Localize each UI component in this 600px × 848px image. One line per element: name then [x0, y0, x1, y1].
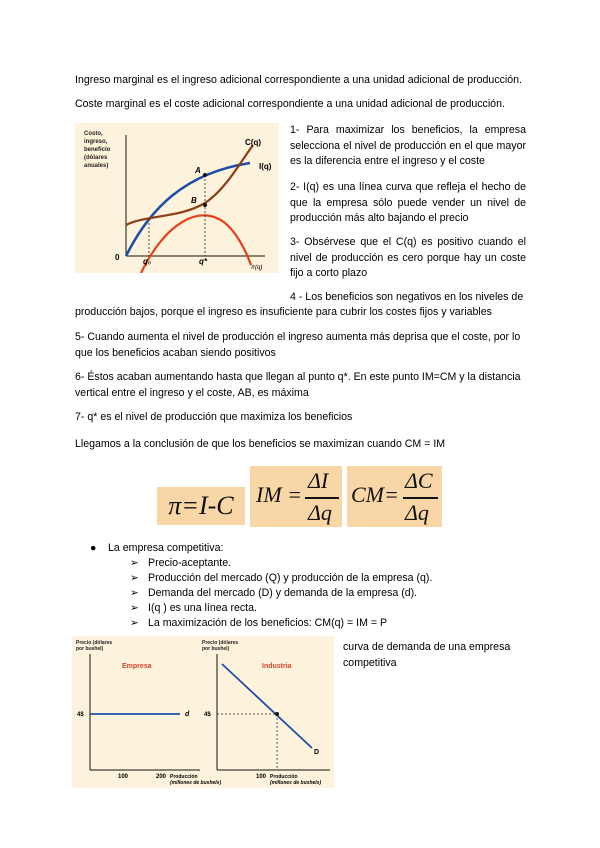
right-y-label-line: por bushel)	[202, 646, 230, 652]
firm-demand-label: d	[185, 711, 190, 718]
paragraph-marginal-cost: Coste marginal es el coste adicional correspondiente a una unidad adicional de producción.	[75, 98, 505, 110]
profit-curve	[141, 215, 251, 273]
right-y-label-line: Precio (dólares	[202, 640, 239, 646]
point-6-text: 6- Éstos acaban aumentando hasta que llegan al punto q*. En este punto IM=CM y la distancia vertical entre el ingreso y el coste, AB, es máxima	[75, 371, 521, 399]
y-label-line: anuales)	[84, 163, 109, 169]
right-tick-100: 100	[256, 774, 267, 780]
left-y-label-line: por bushel)	[76, 646, 104, 652]
list-item-text: Precio-aceptante.	[148, 557, 232, 569]
arrow-icon: ➢	[130, 587, 139, 599]
point-4-text-start: 4 - Los beneficios son negativos en los niveles de	[290, 291, 524, 303]
left-tick-100: 100	[118, 774, 129, 780]
profit-maximization-figure	[75, 123, 279, 273]
fraction-bar	[305, 497, 339, 499]
list-item-text: La maximización de los beneficios: CM(q) = IM = P	[148, 617, 388, 629]
left-panel-title: Empresa	[122, 663, 152, 670]
point-a-label: A	[195, 166, 201, 175]
list-item	[130, 571, 432, 586]
point-a-marker	[203, 173, 207, 177]
point-b-marker	[203, 203, 207, 207]
arrow-icon: ➢	[130, 557, 139, 569]
bullet-competitive-firm	[90, 541, 223, 556]
y-label-line: (dólares	[84, 155, 108, 161]
delta-q-denominator: Δq	[405, 500, 429, 525]
profit-formula	[157, 487, 245, 525]
bullet-dot: ●	[90, 542, 97, 554]
point-5-text: 5- Cuando aumenta el nivel de producción el ingreso aumenta más deprisa que el coste, por lo que los beneficios acaban siendo positivos	[75, 331, 521, 359]
y-label-line: Costo,	[84, 131, 103, 137]
list-item-text: Producción del mercado (Q) y producción de la empresa (q).	[148, 572, 433, 584]
point-3-text: 3- Obsérvese que el C(q) es positivo cuando el nivel de producción es cero porque hay un coste fijo a corto plazo	[290, 236, 526, 279]
y-label-line: ingreso,	[84, 139, 108, 145]
paragraph-marginal-revenue: Ingreso marginal es el ingreso adicional correspondiente a una unidad adicional de producción.	[75, 74, 522, 86]
right-price-label: 4$	[204, 712, 211, 718]
delta-i-numerator: ΔI	[308, 468, 329, 493]
conclusion-text: Llegamos a la conclusión de que los beneficios se maximizan cuando CM = IM	[75, 438, 446, 450]
cm-label: CM=	[351, 482, 399, 507]
list-item	[130, 556, 231, 571]
left-x-label-line: (millones de bushels)	[170, 780, 222, 786]
list-item-text: I(q ) es una línea recta.	[148, 602, 257, 614]
list-item	[130, 601, 257, 616]
bullet-text: La empresa competitiva:	[108, 542, 224, 554]
point-4-text-end: producción bajos, porque el ingreso es insuficiente para cubrir los costes fijos y variables	[75, 306, 492, 318]
origin-label: 0	[115, 253, 120, 262]
fraction-bar	[403, 497, 438, 499]
cost-curve-label: C(q)	[245, 138, 261, 147]
profit-curve-label: π(q)	[251, 265, 263, 271]
delta-q-denominator: Δq	[308, 500, 332, 525]
point-1-text: 1- Para maximizar los beneficios, la empresa selecciona el nivel de producción en el que mayor es la diferencia entre el ingreso y el coste	[290, 124, 526, 167]
left-price-label: 4$	[77, 712, 84, 718]
demand-chart-svg	[72, 636, 334, 788]
market-demand-line	[222, 664, 312, 748]
arrow-icon: ➢	[130, 572, 139, 584]
right-x-label-line: (millones de bushels)	[270, 780, 322, 786]
market-demand-label: D	[314, 749, 320, 756]
y-axis-label	[84, 131, 111, 169]
profit-chart-svg	[75, 123, 279, 273]
im-label: IM =	[256, 482, 302, 507]
left-tick-200: 200	[156, 774, 167, 780]
marginal-revenue-formula	[250, 466, 342, 527]
revenue-curve-label: I(q)	[259, 162, 272, 171]
delta-c-numerator: ΔC	[405, 468, 433, 493]
list-item	[130, 586, 417, 601]
y-label-line: beneficio	[84, 147, 111, 153]
q0-label: q₀	[143, 257, 152, 266]
competitive-demand-figure	[72, 636, 334, 788]
right-x-label-line: Producción	[270, 774, 298, 780]
list-item-text: Demanda del mercado (D) y demanda de la empresa (d).	[148, 587, 418, 599]
marginal-cost-formula	[347, 466, 442, 527]
right-panel-title: Industria	[262, 663, 292, 670]
arrow-icon: ➢	[130, 602, 139, 614]
equilibrium-point	[275, 712, 279, 716]
point-7-text: 7- q* es el nivel de producción que maximiza los beneficios	[75, 411, 353, 423]
point-2-text: 2- I(q) es una línea curva que refleja el hecho de que la empresa sólo puede vender un nivel de producción más alto bajando el precio	[290, 181, 526, 224]
point-b-label: B	[191, 196, 197, 205]
left-y-label-line: Precio (dólares	[76, 640, 113, 646]
qstar-label: q*	[199, 257, 207, 266]
left-x-label-line: Producción	[170, 774, 198, 780]
demand-figure-caption: curva de demanda de una empresa competitiva	[343, 641, 511, 669]
arrow-icon: ➢	[130, 617, 139, 629]
list-item	[130, 616, 387, 631]
profit-formula-text: π=I-C	[168, 491, 234, 520]
